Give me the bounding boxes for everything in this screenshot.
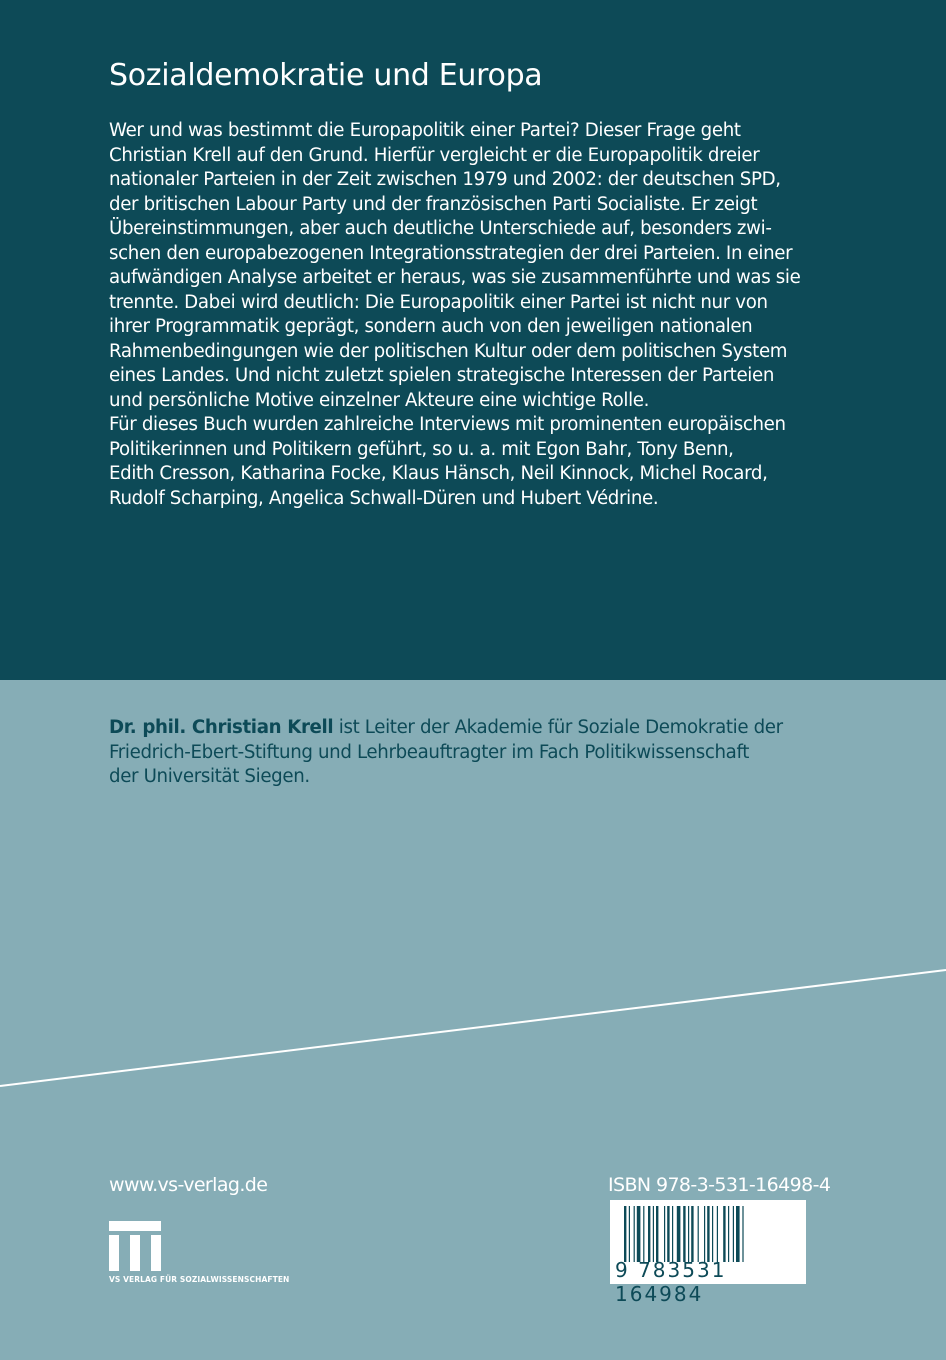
blurb-line: Rahmenbedingungen wie der politischen Kultur oder dem politischen System xyxy=(109,340,788,362)
publisher-url[interactable]: www.vs-verlag.de xyxy=(109,1174,268,1196)
barcode-digits: 9 783531 164984 xyxy=(615,1258,727,1306)
publisher-name: VS VERLAG FÜR SOZIALWISSENSCHAFTEN xyxy=(109,1275,290,1284)
barcode-bar xyxy=(677,1206,681,1262)
barcode-bar xyxy=(683,1206,685,1262)
barcode-bar xyxy=(704,1206,705,1262)
blurb-line: Wer und was bestimmt die Europapolitik einer Partei? Dieser Frage geht xyxy=(109,120,741,141)
blurb-line: und persönliche Motive einzelner Akteure eine wichtige Rolle. xyxy=(109,389,650,411)
barcode-bar xyxy=(728,1206,729,1262)
barcode-bar xyxy=(664,1206,665,1262)
barcode-bar xyxy=(742,1206,743,1262)
barcode-bar xyxy=(712,1206,713,1262)
barcode-bar xyxy=(656,1206,658,1262)
blurb-line: aufwändigen Analyse arbeitet er heraus, was sie zusammenführte und was sie xyxy=(109,267,801,288)
publisher-logo xyxy=(109,1221,164,1271)
barcode-bar xyxy=(733,1206,734,1262)
barcode-bar xyxy=(723,1206,725,1262)
blurb-line: ihrer Programmatik geprägt, sondern auch von den jeweiligen nationalen xyxy=(109,316,753,337)
blurb-line: nationaler Parteien in der Zeit zwischen 1979 und 2002: der deutschen SPD, xyxy=(109,169,781,190)
barcode-bar xyxy=(648,1206,650,1262)
isbn: ISBN 978-3-531-16498-4 xyxy=(608,1174,831,1196)
bio-line: Friedrich-Ebert-Stiftung und Lehrbeauftragter im Fach Politikwissenschaft xyxy=(109,741,749,763)
barcode-bar xyxy=(667,1206,669,1262)
author-name: Dr. phil. Christian Krell xyxy=(109,717,334,738)
blurb-line: schen den europabezogenen Integrationsstrategien der drei Parteien. In einer xyxy=(109,242,793,264)
barcode-bar xyxy=(643,1206,644,1262)
barcode-bar xyxy=(688,1206,689,1262)
barcode-bar xyxy=(672,1206,673,1262)
bio-text: ist Leiter der Akademie für Soziale Demokratie der xyxy=(333,717,783,738)
blurb-line: trennte. Dabei wird deutlich: Die Europapolitik einer Partei ist nicht nur von xyxy=(109,291,768,313)
barcode-bar xyxy=(707,1206,709,1262)
barcode-bar xyxy=(634,1206,635,1262)
blurb-line: Für dieses Buch wurden zahlreiche Interviews mit prominenten europäischen xyxy=(109,414,786,435)
book-title: Sozialdemokratie und Europa xyxy=(109,58,543,93)
barcode-bar xyxy=(629,1206,630,1262)
blurb-line: Politikerinnen und Politikern geführt, so u. a. mit Egon Bahr, Tony Benn, xyxy=(109,438,734,460)
barcode-bar xyxy=(717,1206,718,1262)
bio-line: der Universität Siegen. xyxy=(109,766,310,787)
barcode-bar xyxy=(698,1206,699,1262)
blurb-line: Rudolf Scharping, Angelica Schwall-Düren und Hubert Védrine. xyxy=(109,487,659,509)
blurb-line: eines Landes. Und nicht zuletzt spielen strategische Interessen der Parteien xyxy=(109,365,775,386)
barcode-bar xyxy=(653,1206,654,1262)
blurb-line: Christian Krell auf den Grund. Hierfür vergleicht er die Europapolitik dreier xyxy=(109,144,760,166)
blurb-line: der britischen Labour Party und der französischen Parti Socialiste. Er zeigt xyxy=(109,193,758,215)
barcode-bar xyxy=(736,1206,740,1262)
blurb-line: Edith Cresson, Katharina Focke, Klaus Hänsch, Neil Kinnock, Michel Rocard, xyxy=(109,463,768,484)
blurb-line: Übereinstimmungen, aber auch deutliche Unterschiede auf, besonders zwi- xyxy=(109,218,772,239)
barcode-bar xyxy=(691,1206,693,1262)
barcode-bar xyxy=(624,1206,626,1262)
barcode xyxy=(610,1200,806,1306)
barcode-bar xyxy=(637,1206,641,1262)
